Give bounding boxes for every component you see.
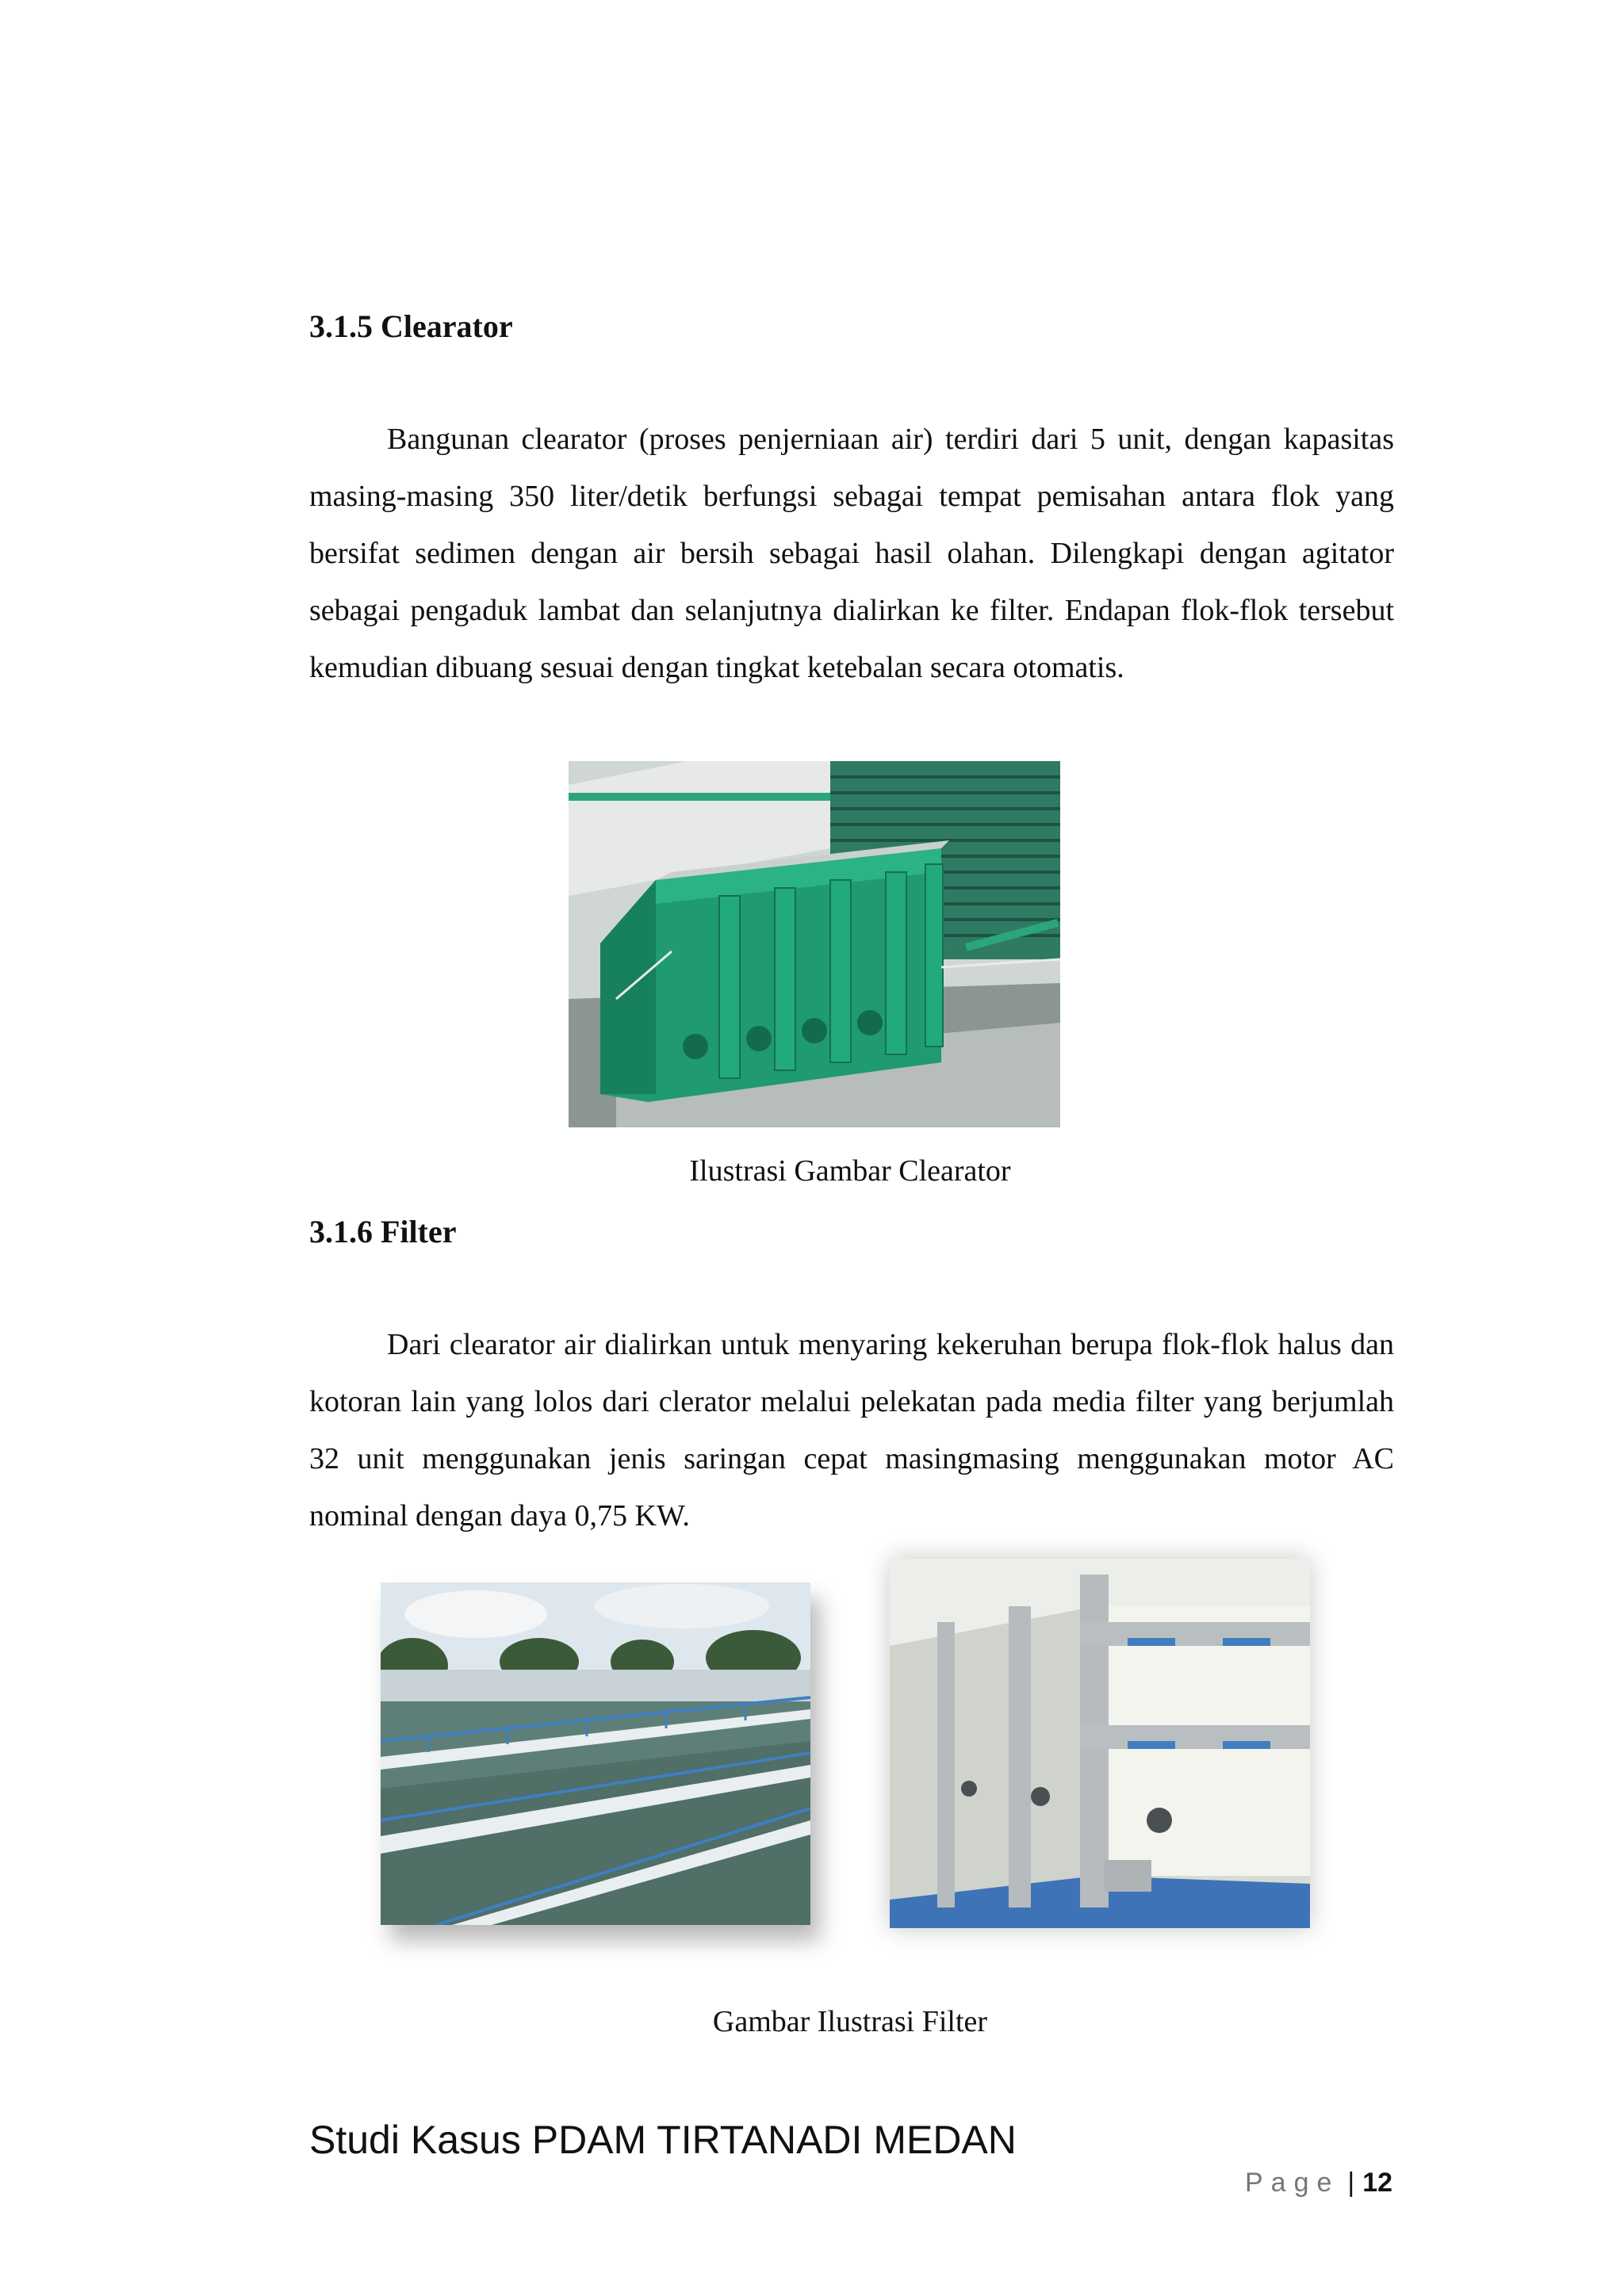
footer-document-title: Studi Kasus PDAM TIRTANADI MEDAN (309, 2118, 1017, 2162)
clearator-photo (569, 761, 1060, 1127)
filter-paragraph (309, 1316, 1394, 1544)
page-label: Page (1245, 2168, 1340, 2198)
filter-caption: Gambar Ilustrasi Filter (712, 2005, 988, 2038)
section-heading-clearator: 3.1.5 Clearator (309, 308, 513, 344)
page-number: 12 (1362, 2168, 1393, 2198)
filter-photo-indoor (890, 1559, 1310, 1928)
clearator-paragraph (309, 411, 1394, 696)
page-separator: | (1347, 2168, 1355, 2198)
filter-paragraph-text: Dari clearator air dialirkan untuk menyaring kekeruhan berupa flok-flok halus dan kotoran lain yang lolos dari clerator melalui pelekatan pada media filter yang berjumlah 32 unit menggunakan jenis saringan cepat masingmasing menggunakan motor AC nominal dengan daya 0,75 KW. (309, 1328, 1394, 1533)
section-heading-filter: 3.1.6 Filter (309, 1214, 457, 1249)
filter-photo-outdoor (381, 1582, 810, 1925)
page-indicator (1245, 2168, 1392, 2198)
clearator-caption: Ilustrasi Gambar Clearator (689, 1154, 1011, 1188)
clearator-paragraph-text: Bangunan clearator (proses penjerniaan air) terdiri dari 5 unit, dengan kapasitas masing-masing 350 liter/detik berfungsi sebagai tempat pemisahan antara flok yang bersifat sedimen dengan air bersih sebagai hasil olahan. Dilengkapi dengan agitator sebagai pengaduk lambat dan selanjutnya dialirkan ke filter. Endapan flok-flok tersebut kemudian dibuang sesuai dengan tingkat ketebalan secara otomatis. (309, 423, 1394, 684)
